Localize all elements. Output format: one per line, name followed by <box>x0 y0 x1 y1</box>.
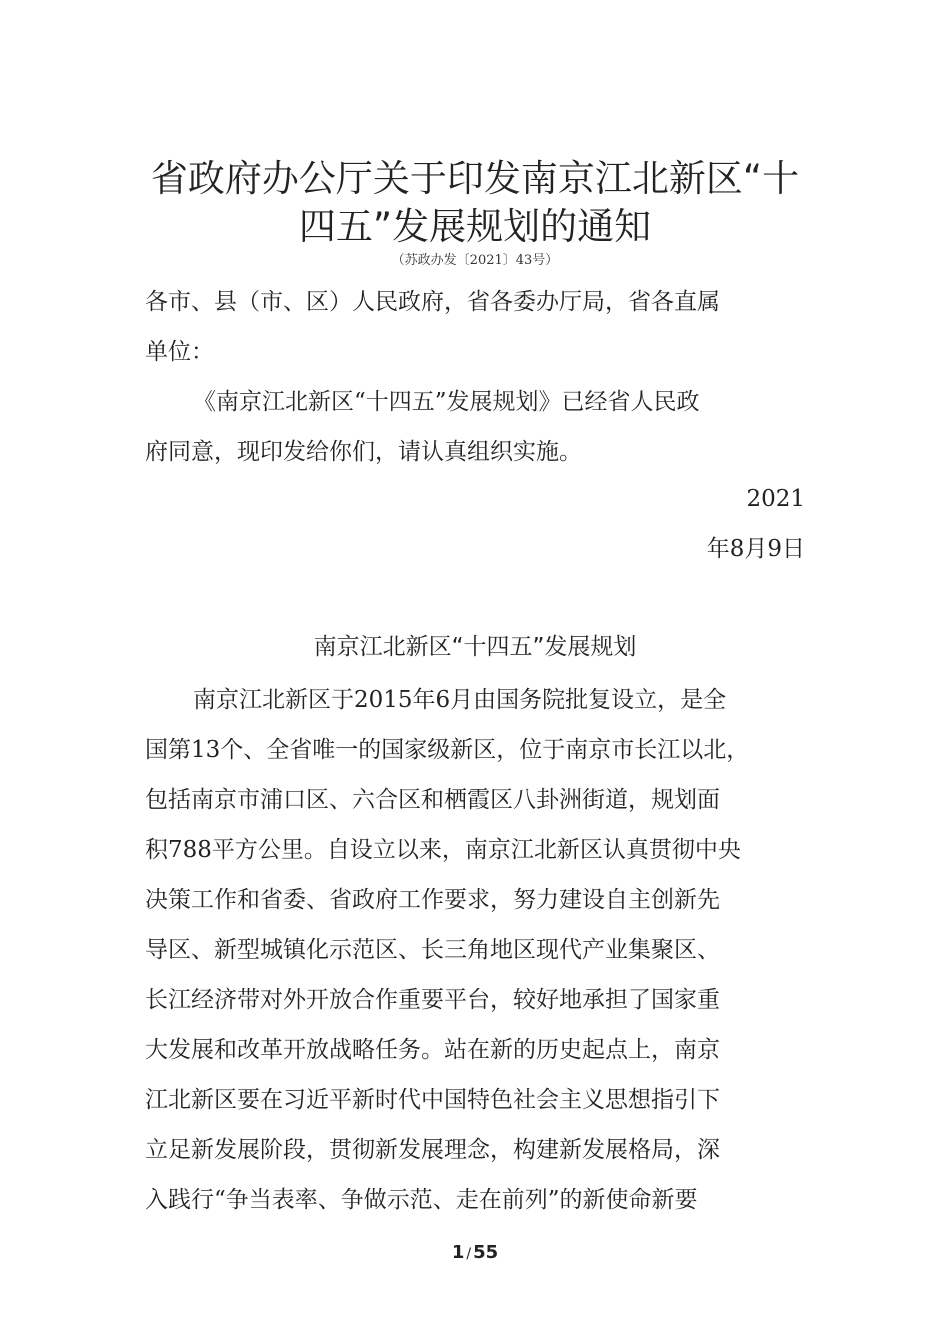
document-number: （苏政办发〔2021〕43号） <box>391 253 559 268</box>
section-line: 长江经济带对外开放合作重要平台，较好地承担了国家重 <box>145 987 720 1013</box>
total-page-count: 55 <box>473 1242 499 1263</box>
page-indicator <box>0 1240 950 1267</box>
section-line: 国第13个、全省唯一的国家级新区，位于南京市长江以北， <box>145 737 750 763</box>
section-line: 积788平方公里。自设立以来，南京江北新区认真贯彻中央 <box>145 837 741 863</box>
section-line: 立足新发展阶段，贯彻新发展理念，构建新发展格局，深 <box>145 1137 720 1163</box>
date-month-day: 年8月9日 <box>706 536 805 562</box>
body-line-1: 《南京江北新区“十四五”发展规划》已经省人民政 <box>193 389 700 415</box>
page-separator: / <box>466 1246 472 1262</box>
document-title-line-1: 省政府办公厅关于印发南京江北新区“十 <box>150 157 800 200</box>
section-title: 南京江北新区“十四五”发展规划 <box>313 634 637 660</box>
addressee-line-1: 各市、县（市、区）人民政府，省各委办厅局，省各直属 <box>145 289 720 315</box>
section-line: 南京江北新区于2015年6月由国务院批复设立，是全 <box>193 687 727 713</box>
date-year: 2021 <box>746 486 805 512</box>
body-line-2: 府同意，现印发给你们，请认真组织实施。 <box>145 439 582 465</box>
current-page-number: 1 <box>451 1242 465 1263</box>
addressee-line-2: 单位： <box>145 339 214 365</box>
section-line: 大发展和改革开放战略任务。站在新的历史起点上，南京 <box>145 1037 720 1063</box>
section-line: 入践行“争当表率、争做示范、走在前列”的新使命新要 <box>145 1187 698 1213</box>
section-line: 导区、新型城镇化示范区、长三角地区现代产业集聚区、 <box>145 937 720 963</box>
document-title-line-2: 四五”发展规划的通知 <box>298 205 652 248</box>
section-line: 包括南京市浦口区、六合区和栖霞区八卦洲街道，规划面 <box>145 787 720 813</box>
section-line: 江北新区要在习近平新时代中国特色社会主义思想指引下 <box>145 1087 720 1113</box>
section-line: 决策工作和省委、省政府工作要求，努力建设自主创新先 <box>145 887 720 913</box>
